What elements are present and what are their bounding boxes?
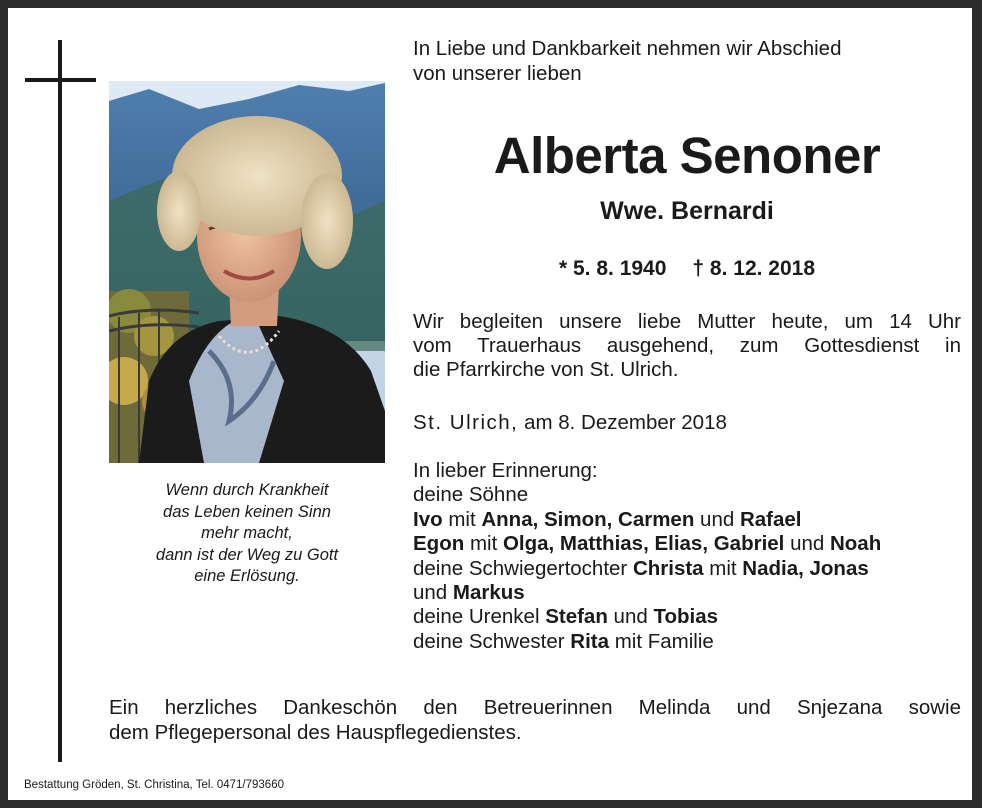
- quote-line: eine Erlösung.: [194, 567, 300, 585]
- mourner-line: deine Schwiegertochter Christa mit Nadia, Jonas: [413, 556, 869, 580]
- intro-line-2: von unserer lieben: [413, 62, 582, 85]
- deceased-name: Alberta Senoner: [493, 127, 881, 184]
- portrait-photo: [109, 81, 385, 463]
- mourner-line: Egon mit Olga, Matthias, Elias, Gabriel und Noah: [413, 532, 882, 556]
- mourner-line: deine Urenkel Stefan und Tobias: [413, 605, 719, 629]
- cross-vertical-bar: [58, 40, 62, 762]
- place-and-date: [413, 410, 961, 435]
- birth-date: * 5. 8. 1940: [558, 257, 667, 280]
- intro-line-1: In Liebe und Dankbarkeit nehmen wir Abschied: [413, 37, 842, 60]
- deceased-maiden-name: Wwe. Bernardi: [600, 197, 774, 225]
- obituary-card: [8, 8, 972, 800]
- date: am 8. Dezember 2018: [524, 411, 727, 434]
- sons-label: deine Söhne: [413, 483, 529, 507]
- mourner-line: deine Schwester Rita mit Familie: [413, 629, 714, 653]
- mourner-line: und Markus: [413, 581, 525, 605]
- life-dates: [413, 256, 961, 282]
- mourner-line: Ivo mit Anna, Simon, Carmen und Rafael: [413, 507, 802, 531]
- funeral-line-3: die Pfarrkirche von St. Ulrich.: [413, 358, 679, 381]
- mourners-heading: In lieber Erinnerung:: [413, 459, 598, 482]
- funeral-notice: [413, 310, 961, 382]
- funeral-home-footer: Bestattung Gröden, St. Christina, Tel. 0471/793660: [24, 779, 284, 791]
- death-date: † 8. 12. 2018: [692, 257, 816, 280]
- memorial-quote: [109, 480, 385, 588]
- funeral-line-1: Wir begleiten unsere liebe Mutter heute, um 14 Uhr: [413, 310, 961, 333]
- place: St. Ulrich,: [413, 411, 519, 434]
- cross-horizontal-bar: [25, 78, 96, 82]
- thanks-line-1: Ein herzliches Dankeschön den Betreuerinnen Melinda und Snjezana sowie: [109, 696, 961, 719]
- quote-line: Wenn durch Krankheit: [165, 481, 329, 499]
- quote-line: mehr macht,: [201, 524, 293, 542]
- thanks-line-2: dem Pflegepersonal des Hauspflegedienstes.: [109, 721, 522, 744]
- intro-text: [413, 36, 961, 86]
- quote-line: dann ist der Weg zu Gott: [155, 545, 339, 564]
- mourners-list: [413, 459, 961, 654]
- quote-line: das Leben keinen Sinn: [163, 502, 331, 521]
- funeral-line-2: vom Trauerhaus ausgehend, zum Gottesdienst in: [413, 334, 961, 357]
- thanks-note: [109, 695, 961, 745]
